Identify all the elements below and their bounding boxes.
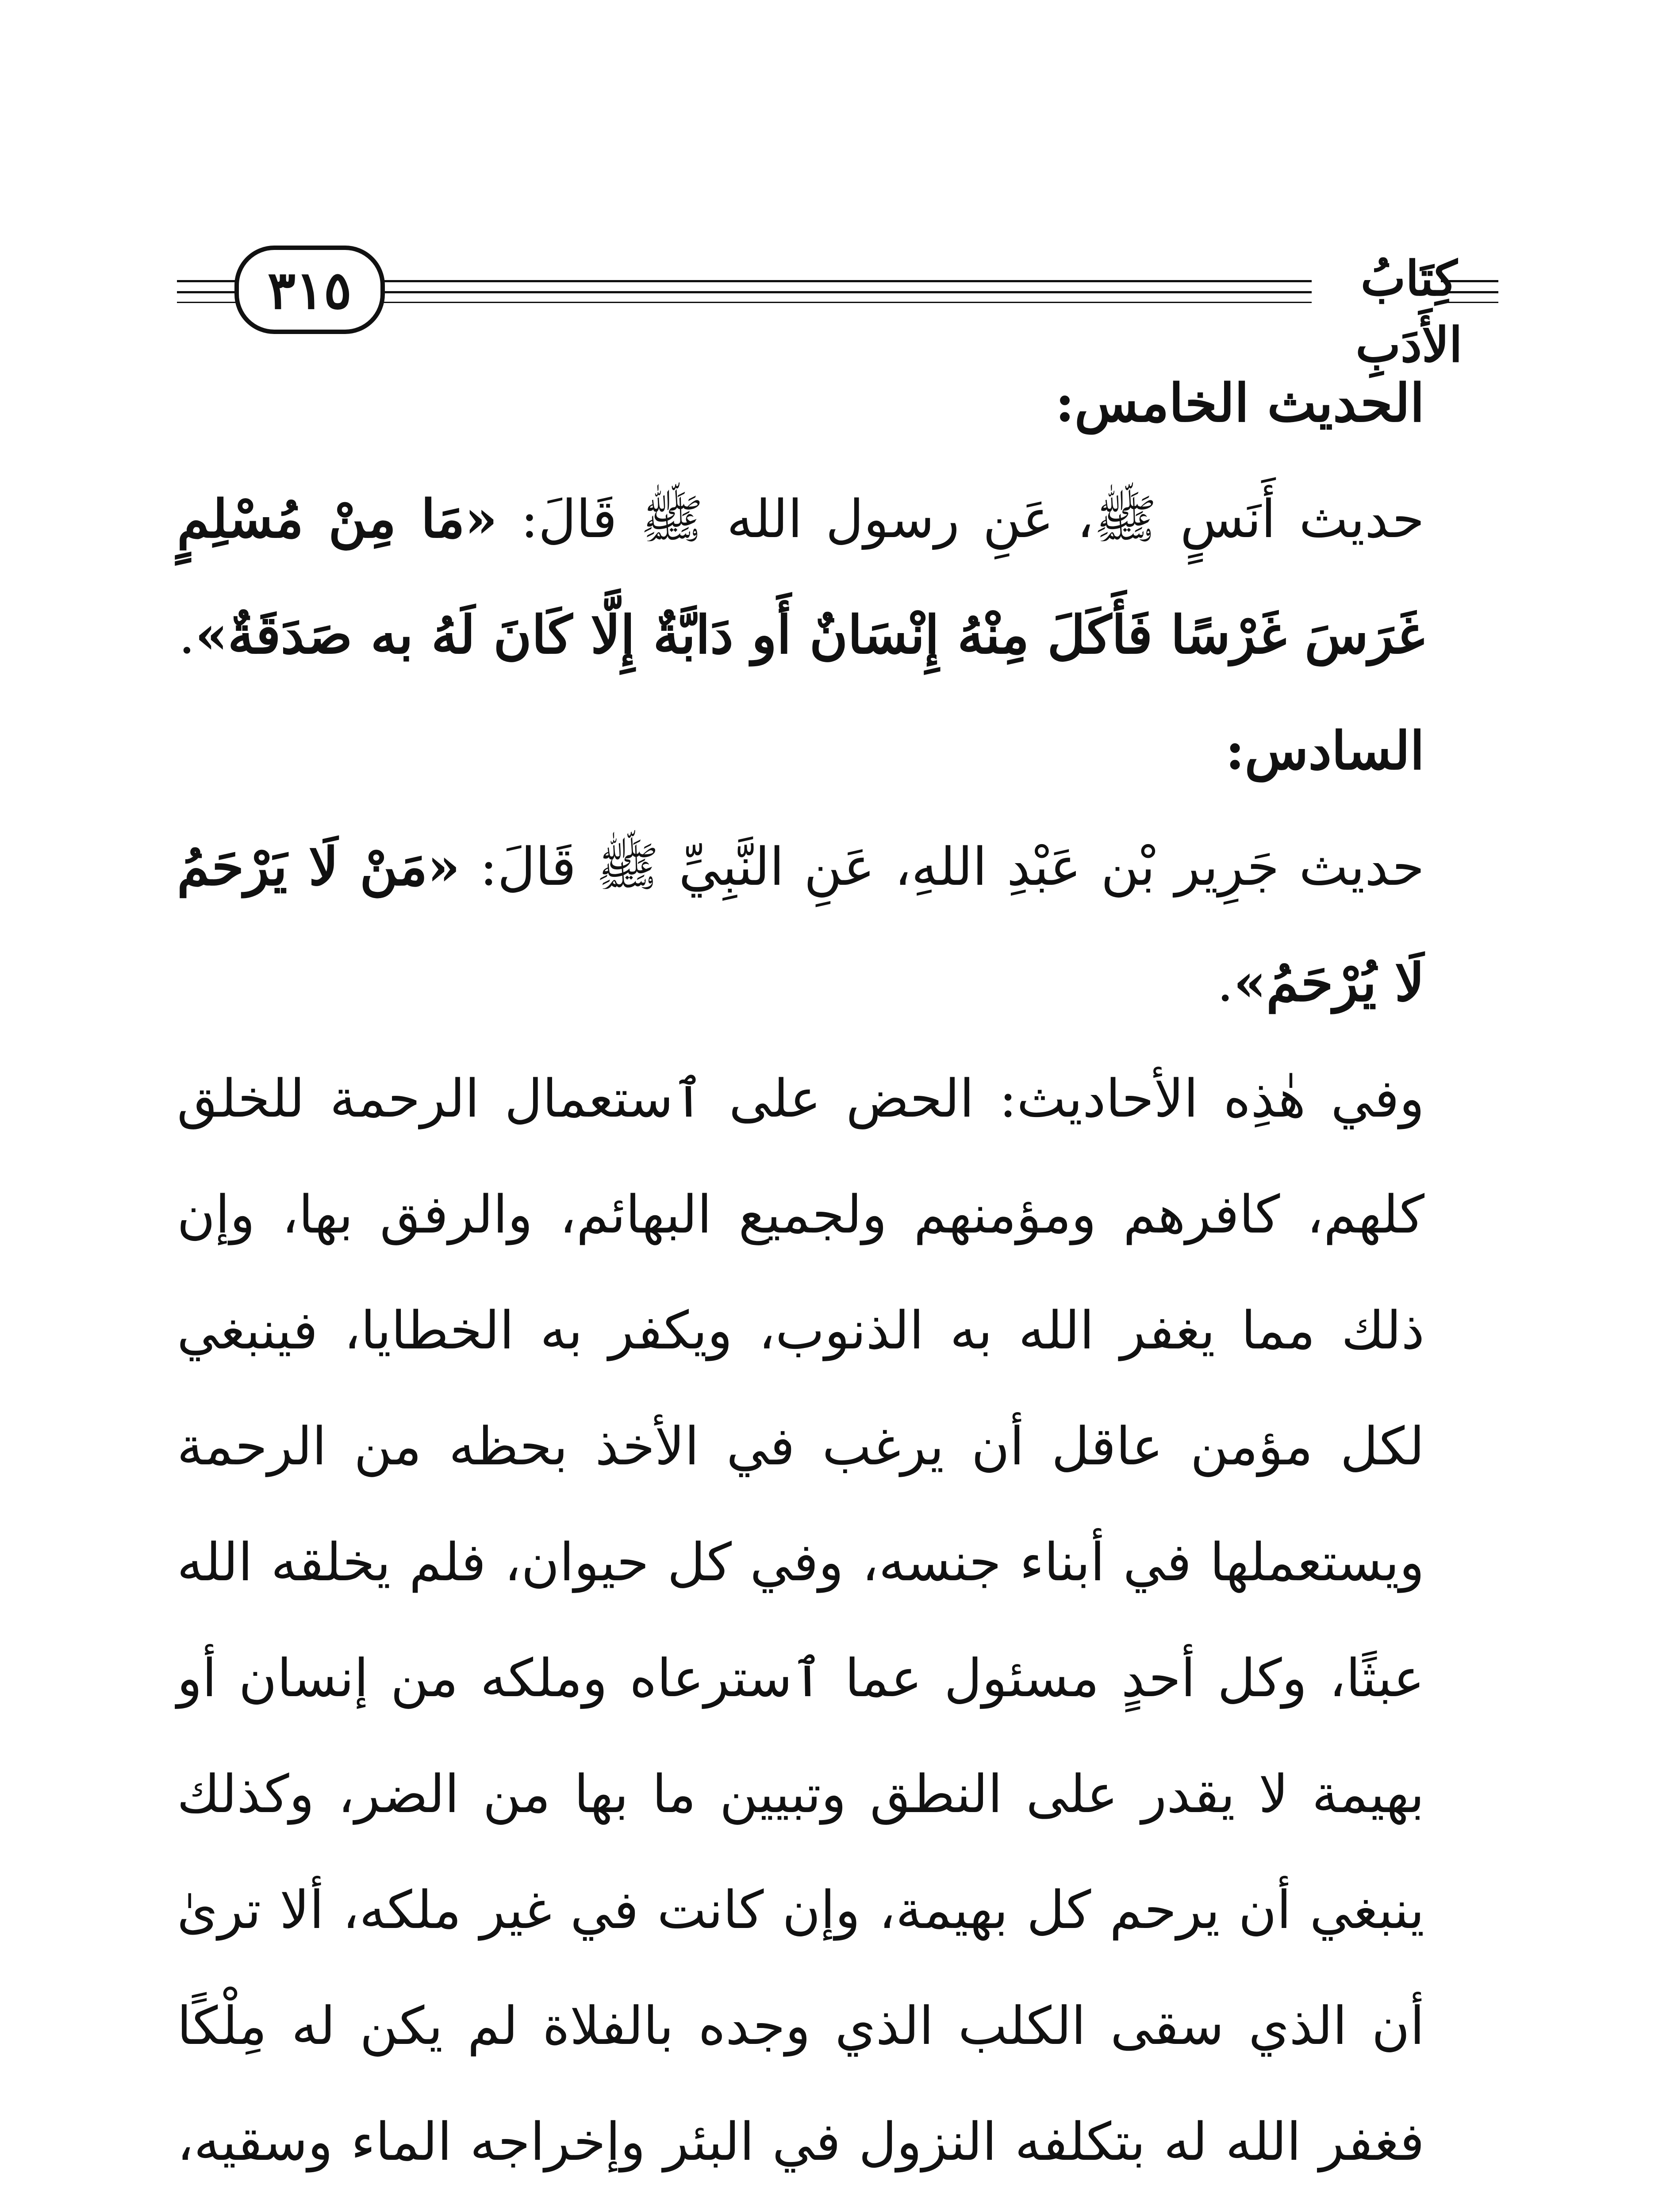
commentary-1-text: وفي هٰذِه الأحاديث: الحض على ٱستعمال الرحمة للخلق كلهم، كافرهم ومؤمنهم ولجميع البهائم، والرفق بها، وإن ذلك مما يغفر الله به الذنوب، ويكفر به الخطايا، فينبغي لكل مؤمن عاقل أن يرغب في الأخذ بحظه من الرحمة ويستعملها في أبناء جنسه، وفي كل حيوان، فلم يخلقه الله عبثًا، وكل أحدٍ مسئول عما ٱسترعاه وملكه من إنسان أو بهيمة لا يقدر على النطق وتبيين ما بها من الضر، وكذلك ينبغي أن يرحم كل بهيمة، وإن كانت في غير ملكه، ألا ترىٰ أن الذي سقى الكلب الذي وجده بالفلاة لم يكن له مِلْكًا فغفر الله له بتكلفه النزول في البئر وإخراجه الماء وسقيه، bbox=[177, 1068, 1424, 2172]
paragraph-sixth-hadith bbox=[177, 809, 1424, 1041]
paragraph-fifth-hadith bbox=[177, 461, 1424, 693]
fifth-hadith-text: «مَا مِنْ مُسْلِمٍ غَرَسَ غَرْسًا فَأَكَلَ مِنْهُ إِنْسَانٌ أَو دَابَّةٌ إِلَّا كَانَ لَهُ به صَدَقَةٌ» bbox=[177, 488, 1424, 665]
fifth-end-text: . bbox=[178, 604, 196, 665]
page-number-badge bbox=[234, 246, 385, 334]
page-number: ٣١٥ bbox=[267, 259, 352, 321]
section-heading-fifth: الحديث الخامس: bbox=[1055, 372, 1424, 434]
sixth-intro-text: حديث جَرِير بْن عَبْدِ اللهِ، عَنِ النَّبِيِّ ﷺ قَالَ: bbox=[460, 836, 1424, 897]
sixth-end-text: . bbox=[1217, 952, 1234, 1013]
page-body bbox=[177, 345, 1424, 2212]
running-header-title: كِتَابُ الأَدَبِ bbox=[1355, 251, 1463, 373]
sixth-hadith-text: «مَنْ لَا يَرْحَمُ لَا يُرْحَمُ» bbox=[177, 836, 1424, 1013]
paragraph-commentary-1 bbox=[177, 1041, 1424, 2212]
section-heading-sixth: السادس: bbox=[1225, 720, 1424, 781]
fifth-intro-text: حديث أَنَسٍ ﷺ، عَنِ رسول الله ﷺ قَالَ: bbox=[497, 488, 1424, 549]
